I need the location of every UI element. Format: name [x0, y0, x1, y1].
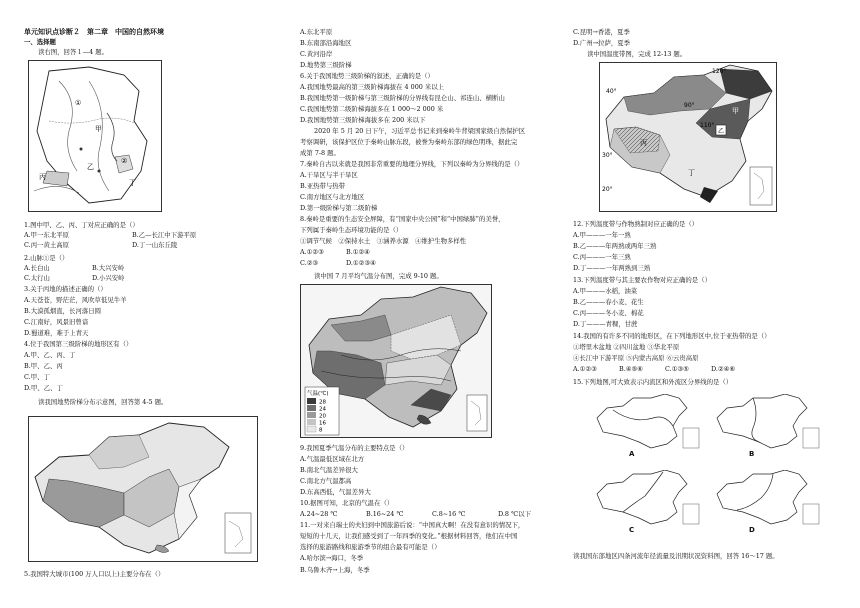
option-11d: D.广州→拉萨，夏季	[573, 39, 631, 47]
question-8-stem: 下列属于秦岭生态环境功能的是（）	[300, 226, 403, 234]
map1-label-bing: 丙	[39, 173, 46, 181]
map3-label-a: 120°	[712, 68, 727, 75]
question-3: 3.关于丙地的描述正确的（）	[24, 285, 107, 293]
option-8a: A.①②③	[300, 248, 324, 256]
option-map-a	[593, 394, 703, 458]
column-middle	[300, 0, 565, 608]
option-10c: C.8~16 ℃	[432, 510, 466, 518]
option-map-label: B	[749, 450, 755, 458]
legend-label: 20	[319, 413, 326, 420]
map1-label-jia: 甲	[95, 125, 102, 133]
option-8b: B.①②④	[346, 248, 370, 256]
doc-title: 单元知识点诊断２ 第二章 中国的自然环境	[24, 27, 164, 36]
question-1: 1.图中甲、乙、丙、丁对应正确的是（）	[24, 221, 139, 229]
map3-label-yi: 乙	[718, 128, 725, 135]
question-intro: 读中国 7 月平均气温分布图，完成 9-10 题。	[314, 272, 443, 280]
option-4b: B.甲、乙、丙	[24, 362, 63, 370]
option-9a: A.气温最低区域在北方	[300, 455, 365, 463]
question-14-items: ①塔里木盆地 ②四川盆地 ③华北平原	[573, 343, 680, 351]
legend-label: 28	[319, 399, 326, 406]
legend-swatch	[307, 398, 316, 404]
legend-swatch	[307, 426, 316, 432]
option-6d: D.我国地势第三级阶梯海拔多在 200 米以下	[300, 116, 426, 124]
option-9d: D.东高西低，气温差异大	[300, 488, 371, 496]
option-2c: C.太行山	[24, 274, 50, 282]
option-1b: B.乙—长江中下游平原	[132, 231, 197, 239]
option-14b: B.④⑤⑥	[619, 365, 643, 373]
option-3b: B.大漠孤烟直，长河落日圆	[24, 307, 102, 315]
map3-label-c: 90°	[684, 102, 695, 109]
option-map-c	[593, 470, 703, 534]
question-intro: 读我国地势阶梯分布示意图，回答第 4-5 题。	[38, 398, 168, 406]
option-11a: A.哈尔滨→海口，冬季	[300, 554, 364, 562]
map3-label-bing: 丙	[640, 139, 647, 147]
option-13d: D.丁———青稞，甘蔗	[573, 320, 638, 328]
passage-line: 考察调研，该保护区位于秦岭山脉东段，被誉为秦岭东部的绿色明珠，据此完	[300, 138, 518, 146]
option-7c: C.南方地区与北方地区	[300, 193, 365, 201]
option-13a: A.甲———水稻，油菜	[573, 287, 638, 295]
option-4a: A.甲、乙、丙、丁	[24, 351, 76, 359]
option-2d: D.小兴安岭	[92, 274, 125, 282]
china-terrain-steps-map	[28, 416, 258, 562]
option-3c: C.江南好，风景旧曾谙	[24, 318, 89, 326]
option-10d: D.8 ℃以下	[498, 510, 531, 518]
option-14a: A.①②③	[573, 365, 597, 373]
map1-label-1: ①	[75, 99, 82, 107]
option-14c: C.①③⑤	[665, 365, 689, 373]
option-map-label: C	[629, 526, 635, 534]
legend-title: 气温(℃)	[307, 391, 329, 397]
option-9c: C.南北方气温都高	[300, 477, 352, 485]
option-11b: B.乌鲁木齐→上海，冬季	[300, 566, 370, 574]
option-5d: D.地势第三级阶梯	[300, 61, 352, 69]
question-11: 11.一对来自瑞士的夫妇到中国旅游后说：“中国真大啊！在没有意识的情况下，	[300, 521, 525, 529]
legend-swatch	[307, 412, 316, 418]
option-1c: C.丙一黄土高原	[24, 241, 70, 249]
question-14: 14.我国的有许多不同的地形区，在下列地形区中,位于亚热带的是（）	[573, 332, 771, 340]
option-5c: C.黄河沿岸	[300, 50, 333, 58]
question-intro: 读我国东部地区四条河流年径流量及汛期状况资料图，回答 16～17 题。	[573, 552, 779, 560]
option-1d: D.丁一山东丘陵	[132, 241, 178, 249]
map3-label-b: 40°	[606, 88, 617, 95]
option-7d: D.第一级阶梯与第二级阶梯	[300, 204, 378, 212]
july-temperature-map	[300, 284, 492, 438]
question-5: 5.我国特大城市(100 万人口以上)主要分布在（）	[24, 570, 165, 578]
map3-label-d: 110°	[700, 122, 715, 129]
legend-swatch	[307, 419, 316, 425]
map1-label-ding: 丁	[129, 179, 136, 187]
legend-label: 16	[319, 420, 326, 427]
question-14-items: ④长江中下游平原 ⑤内蒙古高原 ⑥云贵高原	[573, 354, 699, 362]
option-6c: C.我国地势第二级阶梯海拔多在 1 000～2 000 米	[300, 105, 444, 113]
option-3a: A.天苍苍，野茫茫，风吹草低见牛羊	[24, 296, 127, 304]
column-right	[573, 0, 841, 608]
option-14d: D.②④⑥	[711, 365, 736, 373]
northeast-map	[28, 60, 162, 212]
option-12c: C.丙———一年三熟	[573, 253, 631, 261]
option-5a: A.东北平原	[300, 28, 333, 36]
option-map-d	[713, 470, 823, 534]
section-heading: 一、选择题	[24, 38, 56, 46]
option-12d: D.丁———一年两熟到三熟	[573, 264, 651, 272]
legend-swatch	[307, 405, 316, 411]
option-13c: C.丙———冬小麦、棉花	[573, 309, 644, 317]
option-8d: D.①②③④	[346, 259, 376, 267]
question-11-cont: 选择的旅游路线和旅游季节的组合最有可能是（）	[300, 543, 441, 551]
map3-label-e: 30°	[602, 152, 613, 159]
question-7: 7.秦岭自古以来就是我国非常重要的地理分界线，下列以秦岭为分界线的是（）	[300, 160, 524, 168]
legend-label: 24	[319, 406, 326, 413]
question-intro: 读右图，回答１—4 题。	[38, 48, 109, 56]
question-15: 15.下列地图,可大致表示内流区和外流区分界线的是（）	[573, 378, 733, 386]
option-11c: C.昆明→香港，夏季	[573, 28, 630, 36]
option-7b: B.亚热带与热带	[300, 182, 346, 190]
question-8-items: ①调节气候 ②保持水土 ③涵养水源 ④维护生物多样性	[300, 237, 467, 245]
option-1a: A.甲一东北平原	[24, 231, 69, 239]
option-map-b	[713, 394, 823, 458]
option-12a: A.甲———一年一熟	[573, 231, 631, 239]
map1-label-yi: 乙	[87, 163, 94, 171]
option-10a: A.24~28 ℃	[300, 510, 338, 518]
option-13b: B.乙———春小麦、花生	[573, 298, 644, 306]
option-2b: B.大兴安岭	[92, 264, 125, 272]
legend-label: 8	[319, 427, 323, 434]
option-4c: C.甲、丁	[24, 373, 50, 381]
option-2a: A.长白山	[24, 264, 50, 272]
question-8: 8.秦岭是重要的生态安全屏障，有“国家中央公园”和“中国绿肺”的美誉，	[300, 215, 505, 223]
question-6: 6.关于我国地势三级阶梯的叙述，正确的是（）	[300, 72, 434, 80]
question-11-cont: 短短的十几天，让我们感受到了一年四季的变化。”根据材料回答，他们在中国	[300, 532, 518, 540]
option-6a: A.我国地势最高的第三级阶梯海拔在 4 000 米以上	[300, 83, 445, 91]
option-8c: C.②③	[300, 259, 319, 267]
option-map-label: D	[749, 526, 755, 534]
question-intro: 读中国温度带图，完成 12-13 题。	[587, 50, 687, 58]
map3-label-ding: 丁	[688, 169, 695, 177]
option-map-label: A	[629, 450, 635, 458]
option-10b: B.16~24 ℃	[366, 510, 404, 518]
option-6b: B.我国地势第一级阶梯与第三级阶梯的分界线有昆仑山、祁连山、横断山	[300, 94, 505, 102]
option-9b: B.南北气温差异很大	[300, 466, 358, 474]
question-10: 10.据图可知，北京的气温在（）	[300, 499, 394, 507]
option-4d: D.甲、乙、丁	[24, 384, 63, 392]
option-3d: D.蜀道难，难于上青天	[24, 329, 89, 337]
option-7a: A.干旱区与半干旱区	[300, 171, 358, 179]
column-left	[24, 0, 286, 608]
map1-label-2: ②	[121, 157, 128, 165]
question-12: 12.下列温度带与作物熟制对应正确的是（）	[573, 220, 699, 228]
map3-label-jia: 甲	[732, 107, 739, 115]
temperature-zone-map	[599, 62, 777, 212]
option-5b: B.东南部沿海地区	[300, 39, 352, 47]
question-4: 4.位于我国第三级阶梯的地形区有（）	[24, 340, 133, 348]
passage-line: 成第 7-8 题。	[300, 149, 340, 157]
question-2: 2.山脉①是（）	[24, 254, 69, 262]
question-9: 9.我国夏季气温分布的主要特点是（）	[300, 444, 409, 452]
question-13: 13.下列温度带与其主要农作物对应正确的是（）	[573, 276, 711, 284]
passage-line: 2020 年 5 月 20 日下午，习近平总书记来到秦岭牛背梁国家级自然保护区	[314, 127, 526, 135]
map3-label-f: 20°	[602, 186, 613, 193]
option-12b: B.乙———年两熟或两年三熟	[573, 242, 657, 250]
